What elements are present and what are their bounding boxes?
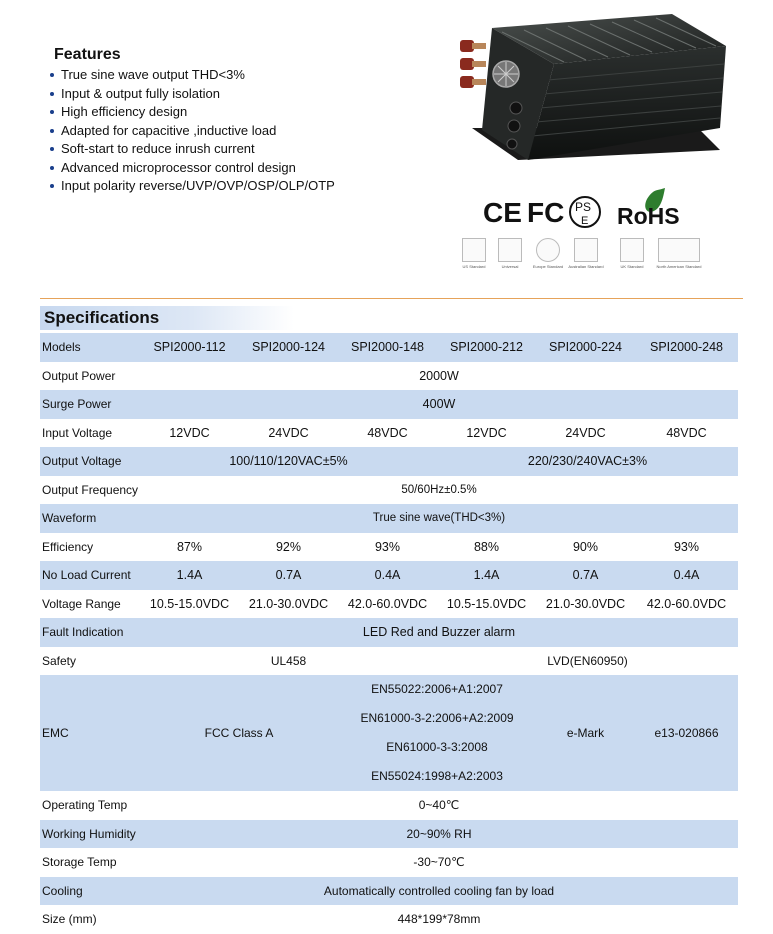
- row-label: Output Frequency: [40, 476, 140, 505]
- plug-standard-item: North American Standard: [654, 238, 704, 269]
- features-list: [48, 66, 335, 196]
- inverter-product-image: [458, 10, 733, 170]
- row-value: 20~90% RH: [140, 820, 738, 849]
- table-row-operating-temp: [40, 791, 738, 820]
- model-cell: SPI2000-212: [437, 333, 536, 362]
- row-label: Waveform: [40, 504, 140, 533]
- socket-icon: [620, 238, 644, 262]
- row-label: EMC: [40, 675, 140, 791]
- svg-text:PS: PS: [575, 200, 592, 214]
- row-value: 0.7A: [536, 561, 635, 590]
- table-row-working-humidity: [40, 820, 738, 849]
- table-row-models: [40, 333, 738, 362]
- table-row-output-power: [40, 362, 738, 391]
- plug-standard-item: US Standard: [456, 238, 492, 269]
- emc-standard: EN55024:1998+A2:2003: [371, 769, 503, 783]
- row-label: Operating Temp: [40, 791, 140, 820]
- row-label: Input Voltage: [40, 419, 140, 448]
- feature-item: Input & output fully isolation: [48, 85, 335, 104]
- row-value: 10.5-15.0VDC: [437, 590, 536, 619]
- table-row-output-frequency: [40, 476, 738, 505]
- row-label: Safety: [40, 647, 140, 676]
- row-value: 24VDC: [239, 419, 338, 448]
- row-value: UL458: [140, 647, 437, 676]
- row-value: Automatically controlled cooling fan by load: [140, 877, 738, 906]
- row-value: 10.5-15.0VDC: [140, 590, 239, 619]
- row-value: 24VDC: [536, 419, 635, 448]
- row-value: 2000W: [140, 362, 738, 391]
- row-value: 400W: [140, 390, 738, 419]
- row-value: 42.0-60.0VDC: [635, 590, 738, 619]
- row-label: Efficiency: [40, 533, 140, 562]
- model-cell: SPI2000-248: [635, 333, 738, 362]
- row-label: Models: [40, 333, 140, 362]
- table-row-waveform: [40, 504, 738, 533]
- certification-marks: [483, 186, 713, 236]
- plug-standard-item: Australian Standard: [568, 238, 604, 269]
- model-cell: SPI2000-224: [536, 333, 635, 362]
- specifications-title: Specifications: [40, 306, 294, 330]
- features-section: [48, 46, 335, 196]
- row-value: 87%: [140, 533, 239, 562]
- svg-text:E: E: [581, 215, 589, 227]
- row-value: 220/230/240VAC±3%: [437, 447, 738, 476]
- table-row-fault-indication: [40, 618, 738, 647]
- row-value: 1.4A: [437, 561, 536, 590]
- fc-mark: FC: [527, 197, 565, 228]
- table-row-emc: [40, 675, 738, 791]
- row-value: 0~40℃: [140, 791, 738, 820]
- row-value: 88%: [437, 533, 536, 562]
- feature-item: High efficiency design: [48, 103, 335, 122]
- row-value: LVD(EN60950): [437, 647, 738, 676]
- row-value: 1.4A: [140, 561, 239, 590]
- row-label: Working Humidity: [40, 820, 140, 849]
- row-label: Surge Power: [40, 390, 140, 419]
- svg-text:RoHS: RoHS: [617, 203, 680, 229]
- feature-item: Advanced microprocessor control design: [48, 159, 335, 178]
- feature-item: True sine wave output THD<3%: [48, 66, 335, 85]
- row-value: 48VDC: [338, 419, 437, 448]
- row-label: Output Voltage: [40, 447, 140, 476]
- row-value: 100/110/120VAC±5%: [140, 447, 437, 476]
- row-value: 448*199*78mm: [140, 905, 738, 934]
- row-value: 21.0-30.0VDC: [536, 590, 635, 619]
- row-value: 0.7A: [239, 561, 338, 590]
- socket-icon: [658, 238, 700, 262]
- row-value: LED Red and Buzzer alarm: [140, 618, 738, 647]
- row-value: 21.0-30.0VDC: [239, 590, 338, 619]
- row-value: 92%: [239, 533, 338, 562]
- plug-standard-item: UK Standard: [614, 238, 650, 269]
- emc-standard: EN61000-3-2:2006+A2:2009: [360, 711, 514, 725]
- plug-standard-item: Europe Standard: [530, 238, 566, 269]
- table-row-size: [40, 905, 738, 934]
- socket-icon: [536, 238, 560, 262]
- ce-mark: CE: [483, 197, 522, 228]
- plug-standards: [456, 238, 706, 274]
- section-divider: [40, 298, 743, 299]
- row-label: No Load Current: [40, 561, 140, 590]
- emc-standards: [338, 675, 536, 791]
- row-value: FCC Class A: [140, 675, 338, 791]
- model-cell: SPI2000-148: [338, 333, 437, 362]
- rohs-mark: [617, 188, 680, 229]
- row-label: Voltage Range: [40, 590, 140, 619]
- row-value: 93%: [338, 533, 437, 562]
- row-label: Output Power: [40, 362, 140, 391]
- features-title: Features: [54, 46, 121, 63]
- row-value: 0.4A: [338, 561, 437, 590]
- table-row-cooling: [40, 877, 738, 906]
- row-label: Storage Temp: [40, 848, 140, 877]
- socket-icon: [462, 238, 486, 262]
- feature-item: Adapted for capacitive ,inductive load: [48, 122, 335, 141]
- emc-standard: EN61000-3-3:2008: [386, 740, 488, 754]
- row-value: -30~70℃: [140, 848, 738, 877]
- row-value: e-Mark: [536, 675, 635, 791]
- socket-icon: [498, 238, 522, 262]
- row-value: e13-020866: [635, 675, 738, 791]
- row-value: 93%: [635, 533, 738, 562]
- feature-item: Soft-start to reduce inrush current: [48, 140, 335, 159]
- row-value: 12VDC: [140, 419, 239, 448]
- row-value: 0.4A: [635, 561, 738, 590]
- table-row-no-load-current: [40, 561, 738, 590]
- table-row-surge-power: [40, 390, 738, 419]
- row-label: Cooling: [40, 877, 140, 906]
- table-row-voltage-range: [40, 590, 738, 619]
- row-value: 50/60Hz±0.5%: [140, 476, 738, 505]
- table-row-safety: [40, 647, 738, 676]
- table-row-output-voltage: [40, 447, 738, 476]
- row-value: 12VDC: [437, 419, 536, 448]
- emc-standard: EN55022:2006+A1:2007: [371, 682, 503, 696]
- plug-standard-item: Universal: [492, 238, 528, 269]
- pse-mark: [570, 197, 600, 227]
- row-label: Fault Indication: [40, 618, 140, 647]
- row-value: 48VDC: [635, 419, 738, 448]
- row-label: Size (mm): [40, 905, 140, 934]
- table-row-input-voltage: [40, 419, 738, 448]
- row-value: True sine wave(THD<3%): [140, 504, 738, 533]
- table-row-storage-temp: [40, 848, 738, 877]
- specifications-table: [40, 333, 738, 934]
- socket-icon: [574, 238, 598, 262]
- model-cell: SPI2000-124: [239, 333, 338, 362]
- table-row-efficiency: [40, 533, 738, 562]
- feature-item: Input polarity reverse/UVP/OVP/OSP/OLP/OTP: [48, 177, 335, 196]
- row-value: 42.0-60.0VDC: [338, 590, 437, 619]
- row-value: 90%: [536, 533, 635, 562]
- model-cell: SPI2000-112: [140, 333, 239, 362]
